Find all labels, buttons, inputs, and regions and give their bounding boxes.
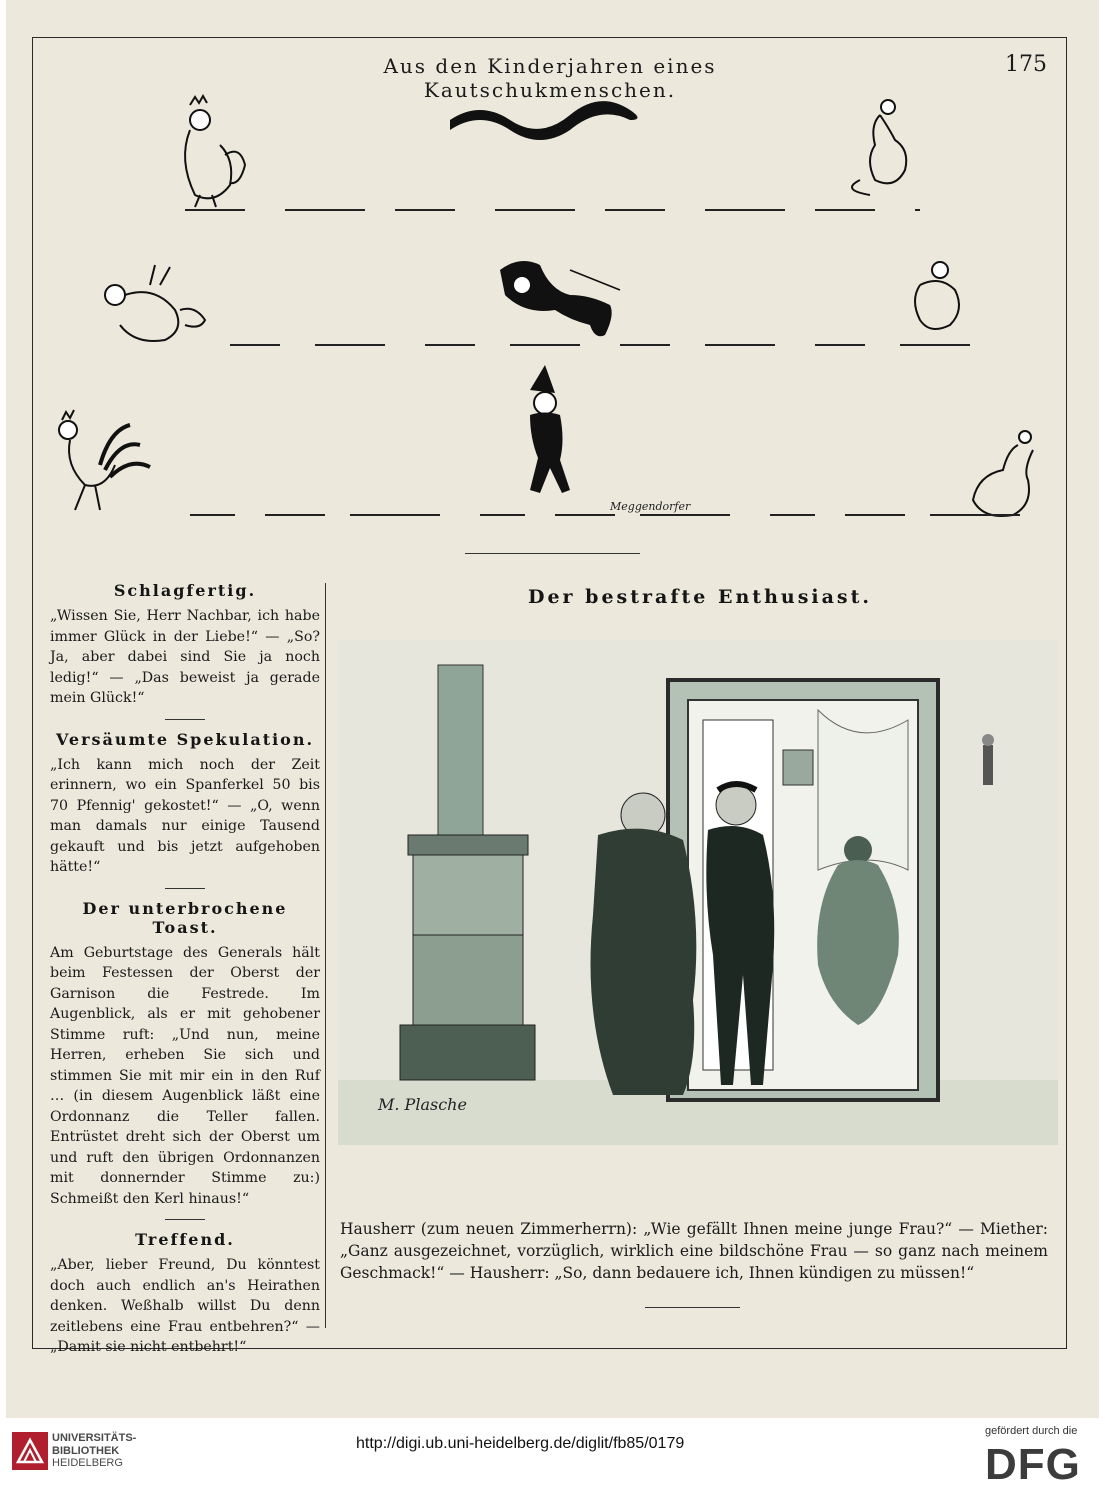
walking-rubber-man-icon xyxy=(530,365,570,493)
page-number: 175 xyxy=(1005,52,1047,77)
duck-figure-icon xyxy=(852,100,906,195)
article-treffend xyxy=(50,1230,320,1358)
article-separator xyxy=(165,1219,205,1220)
funding-note: gefördert durch die xyxy=(985,1425,1078,1437)
caption-end-rule xyxy=(645,1307,740,1308)
flying-rubber-man-icon xyxy=(500,261,620,336)
rooster-tail-icon xyxy=(59,410,150,510)
rooster-standing-icon xyxy=(185,96,245,207)
illustration-caption: Hausherr (zum neuen Zimmerherrn): „Wie gefällt Ihnen meine junge Frau?“ — Miether: „Ganz ausgezeichnet, vorzüglich, wirklich eine bildschöne Frau — so ganz nach meinem Geschmack!“ — Hausherr: „So, dann bedauere ich, Ihnen kündigen zu müssen!“ xyxy=(340,1220,1048,1282)
article-heading: Schlagfertig. xyxy=(113,581,257,600)
article-heading: Der unterbrochene Toast. xyxy=(82,898,288,937)
viewer-footer xyxy=(0,1418,1105,1492)
article-text: „Aber, lieber Freund, Du könntest doch auch endlich an's Heirathen denken. Weßhalb willst Du denn zeitlebens eine Frau entbehren?“ — „Damit sie nicht entbehrt!“ xyxy=(50,1257,320,1355)
article-separator xyxy=(165,888,205,889)
article-heading: Versäumte Spekulation. xyxy=(55,729,315,749)
article-text: Am Geburtstage des Generals hält beim Festessen der Oberst der Garnison die Festrede. Im Augenblick, als er mit gehobener Stimme ruft: „Und nun, meine Herren, erheben Sie sich und stimmen Sie mit mir ein in den Ruf … (in diesem Augenblick läßt eine Ordonnanz die Teller fallen. Entrüstet dreht sich der Oberst um und ruft den übrigen Ordonnanzen mit donnernder Stimme zu:) Schmeißt den Kerl hinaus!“ xyxy=(50,944,320,1207)
cartoon-row-2 xyxy=(105,261,980,345)
library-line-3: HEIDELBERG xyxy=(52,1457,123,1469)
left-column xyxy=(50,577,320,1358)
library-line-2: BIBLIOTHEK xyxy=(52,1444,120,1457)
running-header-title: Aus den Kinderjahren eines Kautschukmenschen. xyxy=(383,54,717,102)
column-rule xyxy=(325,583,326,1328)
university-library-logo[interactable] xyxy=(12,1432,48,1470)
goose-figure-icon xyxy=(973,431,1033,516)
cartoon-row-1 xyxy=(185,96,920,210)
duck-fallen-icon xyxy=(915,262,959,329)
cartoon-strip xyxy=(40,85,1060,535)
article-separator xyxy=(165,719,205,720)
article-text: „Wissen Sie, Herr Nachbar, ich habe immer Glück in der Liebe!“ — „So? Ja, aber dabei sind Sie ja noch ledig!“ — „Das beweist ja gerade mein Glück!“ xyxy=(50,608,320,706)
wall-lamp xyxy=(982,734,994,785)
cartoon-signature: Meggendorfer xyxy=(610,500,691,513)
rooster-fallen-icon xyxy=(105,265,205,341)
university-library-name xyxy=(52,1432,136,1470)
article-versaeumte-spekulation xyxy=(50,730,320,878)
article-text: „Ich kann mich noch der Zeit erinnern, wo ein Spanferkel 50 bis 70 Pfennig' gekostet!“ — „O, wenn man damals nur einige Tausend gekauft und bis jetzt aufgehoben hätte!“ xyxy=(50,756,320,875)
engraving-illustration xyxy=(338,640,1058,1145)
article-unterbrochene-toast xyxy=(50,899,320,1210)
illustration-title: Der bestrafte Enthusiast. xyxy=(527,586,873,608)
tile-stove xyxy=(400,835,535,1080)
section-divider xyxy=(465,553,640,554)
article-schlagfertig xyxy=(50,581,320,709)
dfg-logo[interactable]: DFG xyxy=(985,1440,1081,1489)
artist-signature: M. Plasche xyxy=(378,1095,467,1114)
cartoon-row-3 xyxy=(59,365,1050,516)
permalink-url[interactable]: http://digi.ub.uni-heidelberg.de/diglit/fb85/0179 xyxy=(356,1435,685,1452)
library-line-1: UNIVERSITÄTS- xyxy=(52,1432,137,1444)
squiggle-body xyxy=(450,101,638,140)
article-heading: Treffend. xyxy=(135,1230,235,1249)
